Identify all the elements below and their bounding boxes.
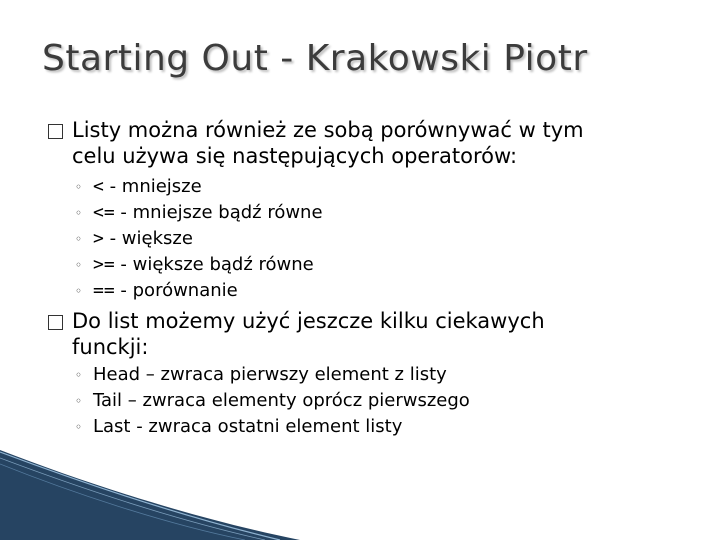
- operator: >=: [93, 254, 115, 275]
- operator-description: - mniejsze bądź równe: [114, 202, 323, 223]
- operator-description: - porównanie: [114, 280, 238, 301]
- ring-bullet-icon: ◦: [75, 232, 83, 246]
- operator: ==: [93, 280, 115, 301]
- checkbox-bullet-icon: [48, 124, 63, 139]
- function-description: Head – zwraca pierwszy element z listy: [93, 364, 447, 385]
- ring-bullet-icon: ◦: [75, 420, 83, 434]
- operator-description: - większe: [103, 228, 193, 249]
- bullet-text-line1: Listy można również ze sobą porównywać w tym: [72, 118, 584, 142]
- bullet-text-line2: celu używa się następujących operatorów:: [72, 144, 518, 168]
- ring-bullet-icon: ◦: [75, 394, 83, 408]
- checkbox-bullet-icon: [48, 315, 63, 330]
- operator: >: [93, 228, 104, 249]
- function-description: Tail – zwraca elementy oprócz pierwszego: [93, 390, 470, 411]
- bullet-text-line1: Do list możemy użyć jeszcze kilku ciekawych: [72, 309, 545, 333]
- ring-bullet-icon: ◦: [75, 180, 83, 194]
- ring-bullet-icon: ◦: [75, 368, 83, 382]
- operator: <: [93, 176, 104, 197]
- decorative-sweep: [0, 450, 300, 540]
- bullet-text-line2: funckji:: [72, 335, 149, 359]
- ring-bullet-icon: ◦: [75, 284, 83, 298]
- operator: <=: [93, 202, 115, 223]
- ring-bullet-icon: ◦: [75, 258, 83, 272]
- operator-description: - większe bądź równe: [114, 254, 314, 275]
- operator-description: - mniejsze: [103, 176, 202, 197]
- ring-bullet-icon: ◦: [75, 206, 83, 220]
- function-description: Last - zwraca ostatni element listy: [93, 416, 403, 437]
- slide-title: Starting Out - Krakowski Piotr: [42, 38, 588, 79]
